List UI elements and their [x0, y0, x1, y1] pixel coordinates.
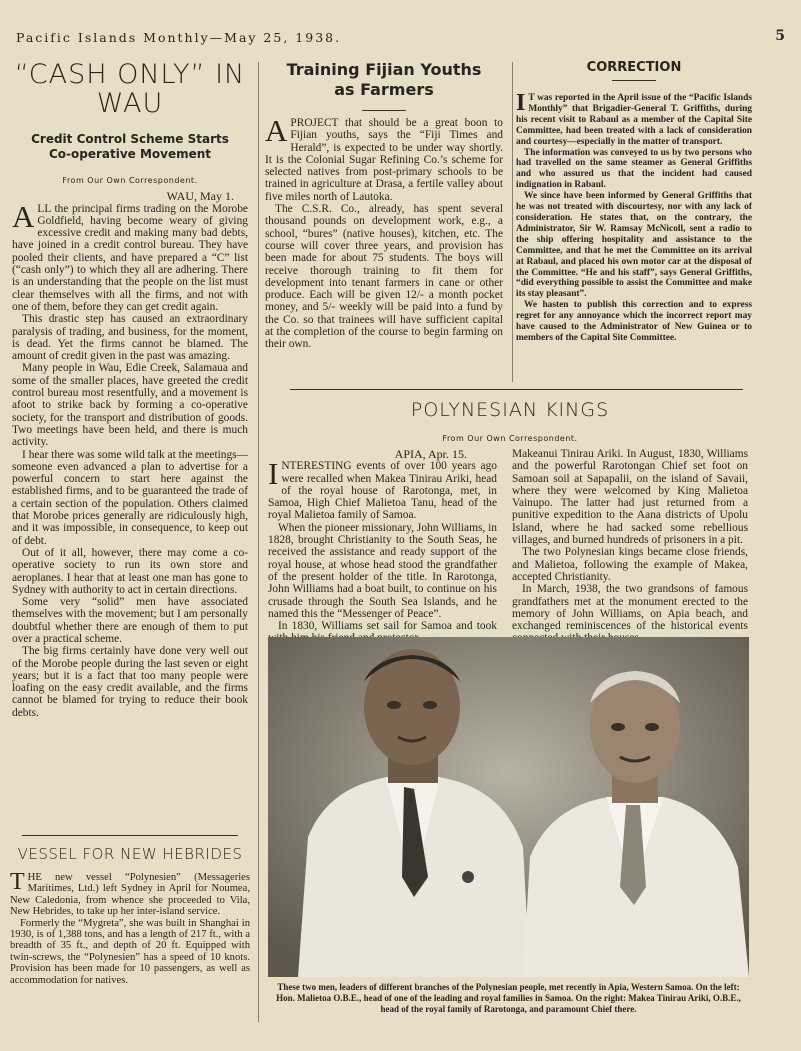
cash-only-title [12, 60, 248, 118]
cash-only-byline: From Our Own Correspondent. [62, 176, 198, 185]
vessel-title: VESSEL FOR NEW HEBRIDES [17, 845, 243, 863]
dropcap: T [10, 869, 25, 895]
fijian-article [265, 60, 503, 351]
polynesian-paragraph: In March, 1938, the two grandsons of famous grandfathers met at the monument erected to the memory of John Williams, on Apia beach, and exchanged reminiscences of the historical events [512, 583, 748, 633]
correction-paragraph: We since have been informed by General Griffiths that he was not treated with discourtesy, nor with any lack of consideration. He states that, on the contrary, the Administrator, Sir W. Ramsay McNicoll, sent a radio to the ship offering hospitality and assistance to the Committee, and that he met the Committee on its arrival at Rabaul, and placed his own motor car at the disposal of the Committee. “He and his staff”, says General Griffiths, “did everything possible to assist the Committee and make its stay pleasant”. [516, 191, 752, 300]
cash-only-paragraph: Many people in Wau, Edie Creek, Salamaua and some of the smaller places, have greeted the credit control bureau most resentfully, and a movement is afoot to strike back by forming a co-operative society, for the transport and distribution of goods. Two meetings have been held, and there is much activity. [12, 362, 248, 449]
polynesian-column-2 [512, 448, 748, 645]
correction-paragraph [516, 90, 752, 148]
fijian-paragraph [265, 113, 503, 203]
correction-paragraph: We hasten to publish this correction and to express regret for any annoyance which the incorrect report may have caused to the Administrator of New Guinea or to members of the Capital Site Committee. [516, 300, 752, 343]
polynesian-column-1 [268, 448, 497, 645]
paragraph-text: HE new vessel “Polynesien” (Messageries Maritimes, Ltd.) left Sydney in April for Noumea, New Caledonia, from whence she proceeded to Vila, New Hebrides, to take up her inter-island service. [10, 872, 250, 918]
cash-only-paragraph: I hear there was some wild talk at the meetings—someone even advanced a plan to advertise for a powerful concern to start here against the established firms, and to be guaranteed the trade of a certain section of the population. Others claimed that Morobe prices generally are ridiculously high, and it was impossible, in consequence, to keep out of debt. [12, 448, 248, 547]
cash-only-article [12, 60, 248, 719]
title-underline [612, 80, 656, 81]
vessel-paragraph [10, 869, 250, 918]
cash-only-title-line2: WAU [96, 88, 164, 119]
cash-only-paragraph: Out of it all, however, there may come a co-operative society to run its own store and aeroplanes. I hear that at least one man has gone to Sydney with authority to act in certain directions. [12, 546, 248, 596]
polynesian-paragraph: Makeanui Tinirau Ariki. In August, 1830, Williams and the powerful Rarotongan Chief set foot on Samoan soil at Sapapalii, on the island of Savaii, where they were welcomed by King Malietoa Vainupo. The latter had just returned from a punitive expedition to the Aana districts of Upolu Island, where he had sacked some rebellious villages, and burned hundreds of prisoners in a pit. [512, 448, 748, 547]
paragraph-text: T was reported in the April issue of the “Pacific Islands Monthly” that Brigadier-General T. Griffiths, during his recent visit to Rabaul as a member of the Capital Site Committee, had been treated with a lack of consideration and courtesy—especially in the matter of transport. [516, 93, 752, 147]
cash-only-paragraph [12, 198, 248, 314]
polynesian-paragraph [268, 456, 497, 522]
cash-only-subtitle [12, 132, 248, 162]
polynesian-title: POLYNESIAN KINGS [410, 399, 610, 421]
fijian-title-line2: as Farmers [334, 80, 434, 99]
vessel-paragraph: Formerly the “Mygreta”, she was built in Shanghai in 1930, is of 1,388 tons, and has a length of 217 ft., with a breadth of 35 ft., and depth of 20 ft. Equipped with twin-screws, the “Polynesien” has a speed of 10 knots. Provision has been made for 10 passengers, as well as accommodation for natives. [10, 917, 250, 986]
correction-title: CORRECTION [586, 60, 682, 75]
title-underline [362, 110, 406, 111]
page-number: 5 [775, 28, 785, 44]
cash-only-paragraph: Some very “solid” men have associated themselves with the movement; but I am personally doubtful whether there are enough of them to put over a practical scheme. [12, 596, 248, 645]
correction-paragraph: The information was conveyed to us by two persons who had travelled on the same steamer as General Griffiths and who assured us that the incident had caused indignation in Rabaul. [516, 147, 752, 191]
dropcap: I [268, 456, 279, 492]
polynesian-dateline: APIA, Apr. 15. [394, 447, 467, 461]
dropcap: I [516, 90, 526, 116]
chiefs-photograph [268, 637, 749, 977]
cash-only-subtitle-line2: Co-operative Movement [48, 147, 212, 161]
paragraph-text: NTERESTING events of over 100 years ago were recalled when Makea Tinirau Ariki, head of the royal house of Rarotonga, met, in Samoa, High Chief Malietoa Tanu, head of the royal Malietoa family of Samoa. [268, 460, 497, 522]
cash-only-dateline: WAU, May 1. [166, 189, 234, 204]
column-rule [258, 62, 259, 1022]
polynesian-paragraph: When the pioneer missionary, John Williams, in 1828, brought Christianity to the South Seas, he received the assistance and ready support of the royal house, at whose head stood the grandfather of the present holder of the title. In Rarotonga, John Williams had a boat built, to continue on his crusade through the South Sea Islands, and he named this the “Messenger of Peace”. [268, 521, 497, 620]
divider [22, 835, 238, 836]
cash-only-paragraph: The big firms certainly have done very well out of the Morobe people during the last seven or eight years; but it is a fact that too many people were loafing on the easy credit available, and the firms cannot be blamed for trying to reduce their book debts. [12, 645, 248, 719]
cash-only-subtitle-line1: Credit Control Scheme Starts [31, 132, 229, 146]
photo-illustration [268, 637, 749, 977]
photo-caption: These two men, leaders of different branches of the Polynesian people, met recently in Apia, Western Samoa. On the left: Hon. Malietoa O.B.E., head of one of the leading and royal families in Samoa. On the right: Makea Tinirau Ariki, O.B.E., head of the royal family of Rarotonga, and paramount Chief there. [276, 982, 741, 1014]
fijian-title-line1: Training Fijian Youths [286, 60, 482, 79]
polynesian-paragraph: In 1830, Williams set sail for Samoa and took [278, 620, 497, 633]
paragraph-text: LL the principal firms trading on the Morobe Goldfield, having become weary of giving excessive credit and making many bad debts, have joined in a credit control bureau. They have pooled their clients, and have prepared a “C” list (“cash only”) to which they all are adhering. There is an understanding that the people on the list must clear themselves with all the firms, and not with one of them, before they can get credit again. [12, 202, 248, 313]
divider [290, 389, 743, 390]
column-rule [512, 62, 513, 382]
fijian-paragraph: The C.S.R. Co., already, has spent several thousand pounds on development work, e.g., a school, “bures” (native houses), kitchen, etc. The course will cover three years, and provision has been made for about 75 students. The boys will receive thorough training to fit them for development into tenant farmers in cane or other produce. Each will be given 12/- a month pocket money, and 5/- weekly will be paid into a fund by the Co. so that trainees will have sufficient capital at the completion of the course to begin farming on their own. [265, 203, 503, 351]
cash-only-paragraph: This drastic step has caused an extraordinary paralysis of trading, and business, for the moment, is dead. Yet the firms cannot be blamed. The amount of credit given in the past was amazing. [12, 313, 248, 363]
polynesian-paragraph: The two Polynesian kings became close friends, and Malietoa, following the example of Makea, accepted Christianity. [512, 546, 748, 583]
dropcap: A [12, 198, 35, 234]
dropcap: A [265, 113, 288, 148]
fijian-title [265, 60, 503, 100]
polynesian-byline: From Our Own Correspondent. [442, 434, 578, 443]
correction-article [516, 60, 752, 344]
masthead: Pacific Islands Monthly—May 25, 1938. [16, 30, 342, 45]
page-header [16, 30, 785, 50]
cash-only-title-line1: “CASH ONLY” IN [14, 59, 246, 90]
vessel-article [10, 845, 250, 986]
paragraph-text: PROJECT that should be a great boon to Fijian youths, says the “Fiji Times and Herald”, is expected to be under way shortly. It is the Colonial Sugar Refining Co.’s scheme for selected natives from post-primary schools to be trained in agriculture at Drasa, a fertile valley about five miles north of Lautoka. [265, 117, 503, 203]
